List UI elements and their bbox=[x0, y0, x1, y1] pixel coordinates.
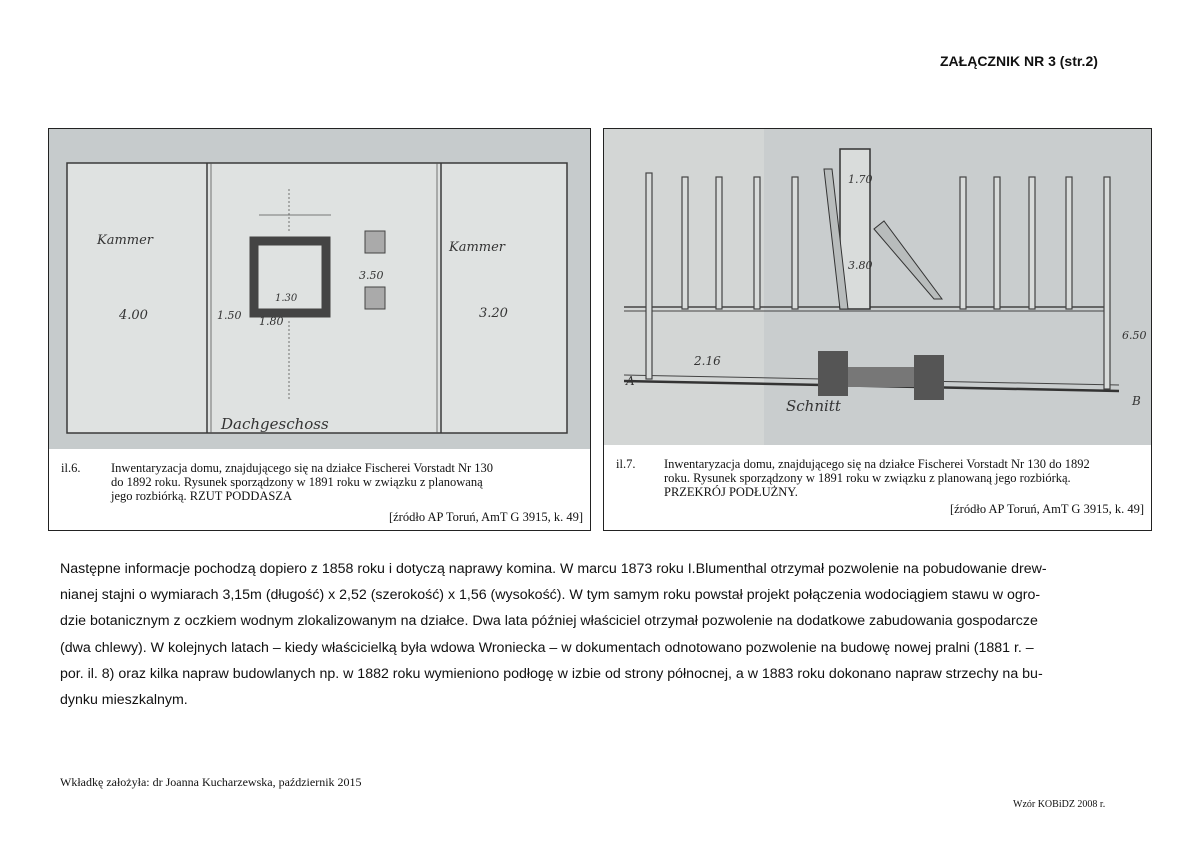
fig7-label-dim-216: 2.16 bbox=[694, 354, 721, 368]
figure-6-photo bbox=[49, 129, 590, 449]
figure-6-caption-line-1: Inwentaryzacja domu, znajdującego się na działce Fischerei Vorstadt Nr 130 bbox=[111, 461, 494, 475]
figure-7-caption bbox=[616, 457, 1144, 521]
figure-6 bbox=[48, 128, 591, 531]
figure-7-photo bbox=[604, 129, 1151, 445]
figure-6-caption-line-3: jego rozbiórką. RZUT PODDASZA bbox=[111, 489, 292, 503]
fig7-label-dim-170: 1.70 bbox=[848, 173, 873, 186]
fig6-drawing-title: Dachgeschoss bbox=[221, 415, 329, 433]
figure-6-source: [źródło AP Toruń, AmT G 3915, k. 49] bbox=[388, 510, 583, 524]
body-line-1: Następne informacje pochodzą dopiero z 1858 roku i dotyczą naprawy komina. W marcu 1873 roku I.Blumenthal otrzymał pozwolenie na pobudowanie drew- bbox=[60, 561, 1047, 577]
fig6-label-kammer-left: Kammer bbox=[97, 233, 154, 248]
body-line-2: nianej stajni o wymiarach 3,15m (długość) x 2,52 (szerokość) x 1,56 (wysokość). W tym samym roku powstał projekt połączenia wodociągiem stawu w ogro- bbox=[60, 587, 1041, 604]
figure-7-caption-line-2: roku. Rysunek sporządzony w 1891 roku w związku z planowaną jego rozbiórką. bbox=[664, 471, 1071, 485]
figure-6-caption bbox=[61, 461, 583, 525]
fig7-label-dim-650: 6.50 bbox=[1122, 329, 1147, 342]
fig7-mark-a: A bbox=[626, 374, 635, 388]
figure-7-number: il.7. bbox=[616, 457, 636, 471]
author-note: Wkładkę założyła: dr Joanna Kucharzewska, październik 2015 bbox=[60, 775, 362, 789]
figure-6-caption-line-2: do 1892 roku. Rysunek sporządzony w 1891 roku w związku z planowaną bbox=[111, 475, 483, 489]
body-line-3: dzie botanicznym z oczkiem wodnym zlokalizowanym na działce. Dwa lata później właściciel otrzymał pozwolenie na dodatkowe zabudowania gospodarcze bbox=[60, 613, 1038, 630]
fig6-label-dim-130: 1.30 bbox=[275, 293, 298, 304]
body-line-6: dynku mieszkalnym. bbox=[60, 692, 188, 709]
fig6-label-dim-180: 1.80 bbox=[259, 315, 284, 328]
fig6-label-dim-320: 3.20 bbox=[479, 306, 508, 321]
fig7-mark-b: B bbox=[1132, 394, 1141, 408]
template-note: Wzór KOBiDZ 2008 r. bbox=[1013, 799, 1106, 810]
fig6-label-dim-400: 4.00 bbox=[119, 308, 148, 323]
body-line-5: por. il. 8) oraz kilka napraw budowlanych np. w 1882 roku wymieniono podłogę w izbie od strony północnej, a w 1883 roku dokonano napraw strzechy na bu- bbox=[60, 665, 1043, 682]
fig6-label-kammer-right: Kammer bbox=[449, 240, 506, 255]
annex-header: ZAŁĄCZNIK NR 3 (str.2) bbox=[940, 53, 1098, 69]
figure-7-source: [źródło AP Toruń, AmT G 3915, k. 49] bbox=[949, 502, 1144, 516]
fig7-drawing-title: Schnitt bbox=[786, 397, 841, 415]
fig6-label-dim-350: 3.50 bbox=[359, 269, 384, 282]
fig7-label-dim-380: 3.80 bbox=[848, 259, 873, 272]
body-line-4: (dwa chlewy). W kolejnych latach – kiedy właścicielką była wdowa Wroniecka – w dokumentach odnotowano pozwolenie na budowę nowej pralni (1881 r. – bbox=[60, 639, 1034, 656]
figure-7 bbox=[603, 128, 1152, 531]
figure-6-number: il.6. bbox=[61, 461, 81, 475]
figure-7-caption-line-1: Inwentaryzacja domu, znajdującego się na działce Fischerei Vorstadt Nr 130 do 1892 bbox=[664, 457, 1090, 471]
body-paragraph bbox=[60, 556, 1108, 713]
figure-7-caption-line-3: PRZEKRÓJ PODŁUŻNY. bbox=[664, 485, 798, 499]
fig6-label-dim-150: 1.50 bbox=[217, 309, 242, 322]
